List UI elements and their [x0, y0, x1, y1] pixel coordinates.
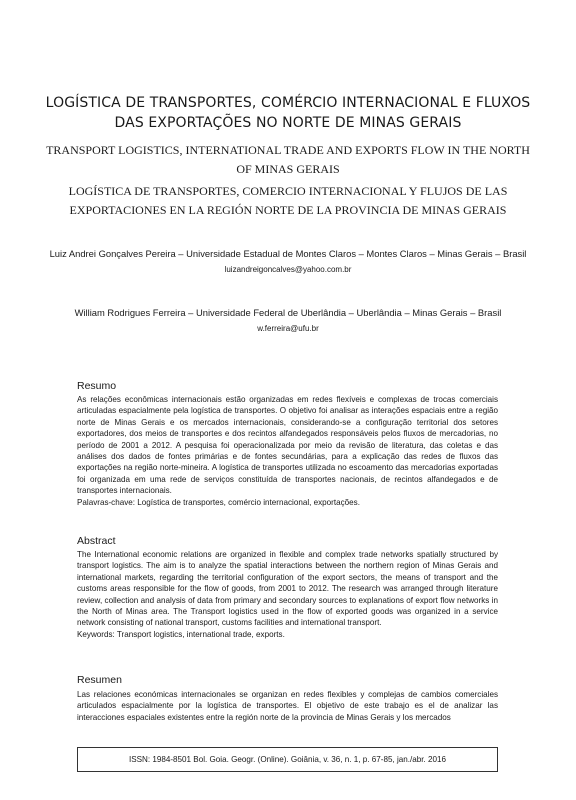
- author-email[interactable]: w.ferreira@ufu.br: [257, 324, 319, 333]
- author-block-1: [40, 247, 536, 278]
- resumo-keywords: Palavras-chave: Logística de transportes, comércio internacional, exportações.: [77, 497, 360, 507]
- author-affiliation: William Rodrigues Ferreira – Universidade Federal de Uberlândia – Uberlândia – Minas Gerais – Brasil: [74, 307, 502, 318]
- title-portuguese: LOGÍSTICA DE TRANSPORTES, COMÉRCIO INTERNACIONAL E FLUXOS DAS EXPORTAÇÕES NO NORTE DE MINAS GERAIS: [45, 95, 531, 131]
- resumo-heading: Resumo: [77, 380, 117, 392]
- abstract-heading: Abstract: [77, 535, 116, 547]
- abstract-text: [77, 549, 498, 640]
- abstract-body: The International economic relations are organized in flexible and complex trade networks spatially structured by transport logistics. The aim is to analyze the spatial interactions between the northern region of Minas Gerais and international markets, regarding the territorial configuration of the export sectors, the means of transport and the customs areas responsible for the flow of goods, from 2001 to 2012. The research was arranged through literature review, collection and analysis of data from primary and secondary sources to explanations of export flow networks in the North of Minas area. The Transport logistics used in the flow of exported goods was organized in a service network consisting of national transport, customs facilities and international transport.: [77, 550, 498, 628]
- title-english: TRANSPORT LOGISTICS, INTERNATIONAL TRADE AND EXPORTS FLOW IN THE NORTH OF MINAS GERAIS: [46, 143, 530, 176]
- resumo-text: [77, 394, 498, 508]
- author-affiliation: Luiz Andrei Gonçalves Pereira – Universidade Estadual de Montes Claros – Montes Claros – Minas Gerais – Brasil: [49, 248, 527, 259]
- journal-footer: ISSN: 1984-8501 Bol. Goia. Geogr. (Online). Goiânia, v. 36, n. 1, p. 67-85, jan./abr. 2016: [77, 747, 498, 772]
- resumen-body: Las relaciones económicas internacionales se organizan en redes flexibles y complejas de cambios comerciales articulados espacialmente por la logística de transportes. El objetivo de este trabajo es el de analizar las interacciones espaciales existentes entre la región norte de la provincia de Minas Gerais y los mercados: [77, 690, 498, 722]
- resumo-body: As relações econômicas internacionais estão organizadas em redes flexíveis e complexas de trocas comerciais articuladas espacialmente pela logística de transportes. O objetivo foi analisar as interações espaciais entre a região norte de Minas Gerais e os mercados internacionais, considerando-se a configuração territorial dos setores exportadores, dos meios de transportes e dos recintos alfandegados responsáveis pelos fluxos de mercadorias, no período de 2001 a 2012. A pesquisa foi operacionalizada por meio da revisão de literatura, das coletas e das análises dos dados de fontes primárias e de fontes secundárias, para a explicação das redes de fluxos das exportações na região norte-mineira. A logística de transportes utilizada no escoamento das mercadorias exportadas foi organizada em uma rede de serviços constituída de transportes nacionais, de recintos alfandegados e de transportes internacionais.: [77, 395, 498, 496]
- author-email[interactable]: luizandreigoncalves@yahoo.com.br: [224, 265, 352, 274]
- author-block-2: [40, 306, 536, 337]
- resumen-text: [77, 689, 498, 723]
- resumen-heading: Resumen: [77, 674, 122, 686]
- title-spanish: LOGÍSTICA DE TRANSPORTES, COMERCIO INTERNACIONAL Y FLUJOS DE LAS EXPORTACIONES EN LA REGIÓN NORTE DE LA PROVINCIA DE MINAS GERAIS: [68, 184, 508, 217]
- abstract-keywords: Keywords: Transport logistics, international trade, exports.: [77, 629, 285, 639]
